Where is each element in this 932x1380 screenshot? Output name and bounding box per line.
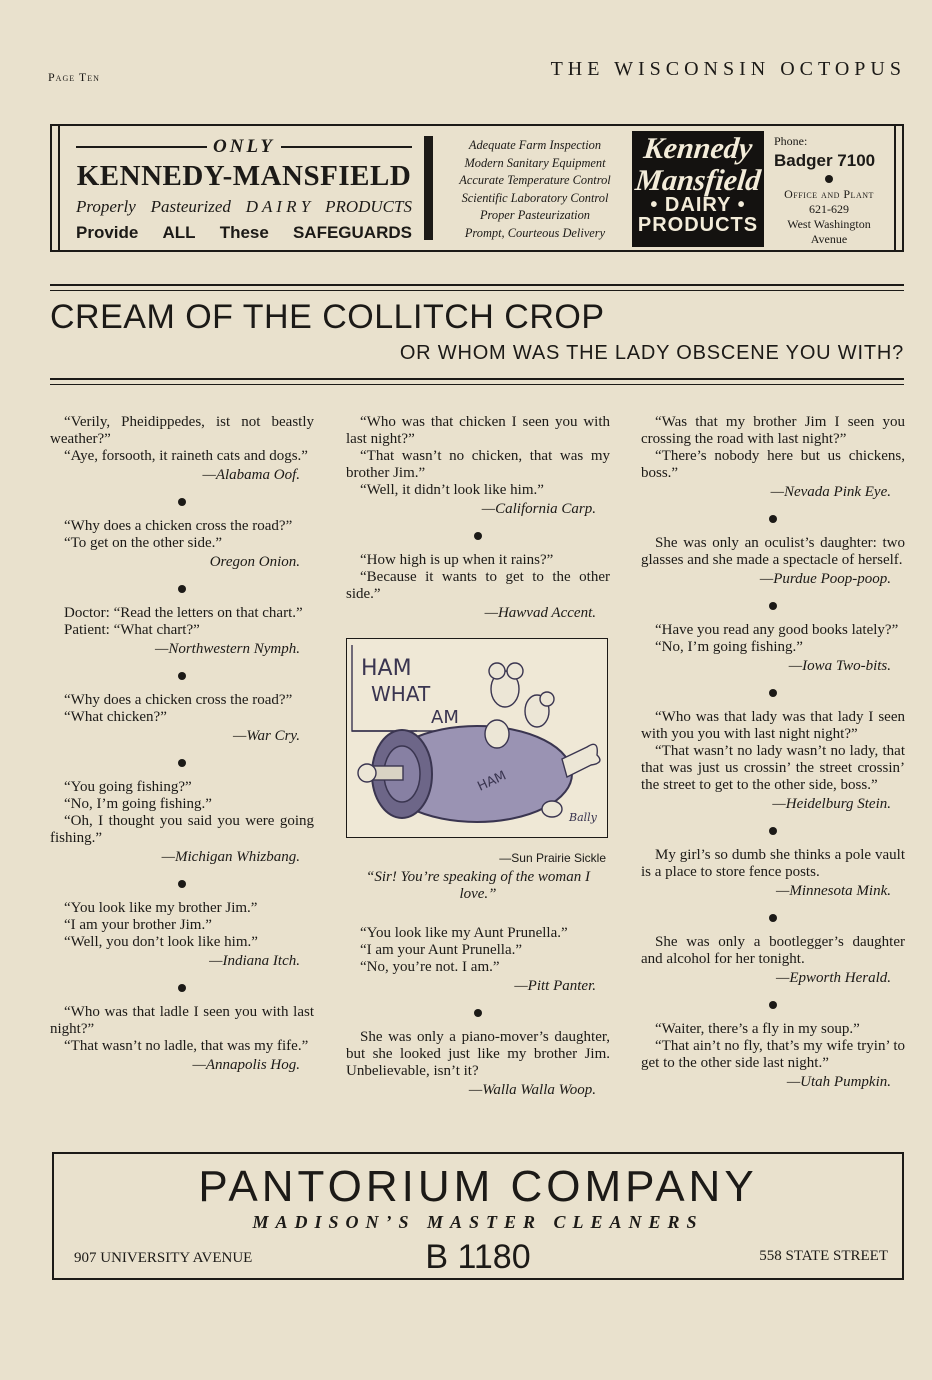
bullet-dot xyxy=(769,515,777,523)
joke-line: “That wasn’t no lady wasn’t no lady, that that was just us crossin’ the street crossin’ the street to get to the other side, boss.” xyxy=(641,743,905,793)
joke-line: Patient: “What chart?” xyxy=(64,622,200,638)
joke-item xyxy=(50,692,314,745)
bullet-dot xyxy=(769,827,777,835)
ad-divider-bar xyxy=(424,136,433,240)
safeguard-item: Adequate Farm Inspection xyxy=(468,138,602,152)
joke-source: —Northwestern Nymph. xyxy=(154,641,300,657)
joke-line: “I am your Aunt Prunella.” xyxy=(360,942,523,958)
joke-line: “How high is up when it rains?” xyxy=(360,552,554,568)
dairy-contact xyxy=(774,134,884,247)
joke-item xyxy=(50,414,314,484)
bullet-dot xyxy=(769,1001,777,1009)
column-left xyxy=(50,414,314,1074)
pantorium-tagline: MADISON’S MASTER CLEANERS xyxy=(252,1212,704,1232)
joke-source: —Pitt Panter. xyxy=(514,978,596,994)
joke-line: “What chicken?” xyxy=(64,709,167,725)
joke-item xyxy=(641,709,905,813)
bullet-dot xyxy=(474,1009,482,1017)
logo-script-line: Mansfield xyxy=(633,164,763,197)
joke-line: “Was that my brother Jim I seen you crossing the road with last night?” xyxy=(641,414,905,447)
joke-source: —Nevada Pink Eye. xyxy=(770,484,891,500)
joke-source: —Hawvad Accent. xyxy=(484,605,596,621)
ham-figure xyxy=(358,726,600,822)
joke-line: “There’s nobody here but us chickens, boss.” xyxy=(641,448,905,481)
joke-line: My girl’s so dumb she thinks a pole vault is a place to store fence posts. xyxy=(641,847,905,880)
joke-item xyxy=(346,414,610,518)
dairy-phone: Badger 7100 xyxy=(774,151,876,170)
safeguard-item: Prompt, Courteous Delivery xyxy=(464,225,606,240)
logo-script-line: Kennedy xyxy=(642,132,754,165)
dairy-ad-slogan xyxy=(76,136,412,243)
bullet-dot xyxy=(178,880,186,888)
joke-source: —War Cry. xyxy=(233,728,300,744)
safeguard-item: Modern Sanitary Equipment xyxy=(464,155,606,170)
joke-line: “Aye, forsooth, it raineth cats and dogs.” xyxy=(64,448,308,464)
logo-products-line: PRODUCTS xyxy=(637,214,759,236)
bullet-dot xyxy=(178,984,186,992)
joke-line: “Who was that chicken I seen you with last night?” xyxy=(346,414,610,447)
joke-line: “Why does a chicken cross the road?” xyxy=(64,692,293,708)
joke-source: —California Carp. xyxy=(481,501,596,517)
joke-source: —Minnesota Mink. xyxy=(776,883,891,899)
pantorium-name: PANTORIUM COMPANY xyxy=(198,1162,758,1211)
joke-line: “Well, you don’t look like him.” xyxy=(64,934,258,950)
joke-item xyxy=(641,1021,905,1091)
joke-item xyxy=(641,535,905,588)
joke-line: “Why does a chicken cross the road?” xyxy=(64,518,293,534)
joke-source: —Utah Pumpkin. xyxy=(786,1074,891,1090)
joke-source: —Alabama Oof. xyxy=(202,467,300,483)
joke-source: —Iowa Two-bits. xyxy=(788,658,891,674)
safeguards-list xyxy=(444,137,626,242)
ad-border-right xyxy=(894,126,896,250)
bullet-dot xyxy=(178,498,186,506)
phone-label: Phone: xyxy=(774,134,808,148)
joke-line: “Because it wants to get to the other side.” xyxy=(346,569,610,602)
joke-source: —Indiana Itch. xyxy=(209,953,300,969)
dairy-advertisement xyxy=(50,124,904,252)
sign-text-what: WHAT xyxy=(371,682,431,706)
dairy-provide-line xyxy=(76,223,412,243)
rule-top xyxy=(50,284,904,291)
tagline-word: PRODUCTS xyxy=(325,197,412,216)
joke-line: Doctor: “Read the letters on that chart.” xyxy=(64,605,303,621)
pantorium-advertisement xyxy=(52,1152,904,1280)
joke-item xyxy=(50,779,314,866)
joke-item xyxy=(641,934,905,987)
cartoon-caption: “Sir! You’re speaking of the woman I love.” xyxy=(366,869,590,902)
provide-word: ALL xyxy=(162,223,196,242)
rule-bottom xyxy=(50,378,904,385)
joke-line: “You look like my Aunt Prunella.” xyxy=(360,925,568,941)
cartoon-credit: —Sun Prairie Sickle xyxy=(499,851,606,865)
joke-line: “You look like my brother Jim.” xyxy=(64,900,258,916)
tagline-word: D A I R Y xyxy=(245,197,311,216)
bullet-dot xyxy=(178,585,186,593)
bullet-dot xyxy=(178,759,186,767)
page-number: Page Ten xyxy=(48,70,100,84)
joke-item xyxy=(346,925,610,995)
joke-line: She was only an oculist’s daughter: two glasses and she made a spectacle of herself. xyxy=(641,535,905,568)
pantorium-phone: B 1180 xyxy=(425,1238,531,1276)
tagline-word: Properly xyxy=(76,197,136,216)
joke-line: “Oh, I thought you said you were going fishing.” xyxy=(50,813,314,846)
bullet-dot xyxy=(474,532,482,540)
pantorium-address-right: 558 STATE STREET xyxy=(759,1248,888,1264)
joke-line: “Verily, Pheidippedes, ist not beastly weather?” xyxy=(50,414,314,447)
joke-item xyxy=(50,605,314,658)
dairy-tagline xyxy=(76,197,412,217)
joke-line: “No, you’re not. I am.” xyxy=(360,959,500,975)
joke-item xyxy=(50,518,314,571)
artist-signature: Bally xyxy=(569,811,597,824)
ad-border-left xyxy=(58,126,60,250)
joke-item xyxy=(641,622,905,675)
dairy-logo xyxy=(632,131,764,247)
joke-source: —Michigan Whizbang. xyxy=(161,849,300,865)
only-label: ONLY xyxy=(213,136,275,157)
joke-item xyxy=(50,1004,314,1074)
bullet-dot xyxy=(769,602,777,610)
magazine-title: THE WISCONSIN OCTOPUS xyxy=(550,58,906,80)
article-title: CREAM OF THE COLLITCH CROP xyxy=(50,298,605,336)
joke-item xyxy=(50,900,314,970)
joke-item xyxy=(346,552,610,622)
sign-text-ham: HAM xyxy=(361,656,412,681)
joke-line: “That ain’t no fly, that’s my wife tryin’ to get to the other side last night.” xyxy=(641,1038,905,1071)
office-label: Office and Plant xyxy=(784,187,874,201)
joke-source: —Purdue Poop-poop. xyxy=(759,571,891,587)
ham-label: HAM xyxy=(475,768,509,795)
joke-source: —Annapolis Hog. xyxy=(192,1057,300,1073)
joke-line: “Have you read any good books lately?” xyxy=(655,622,899,638)
joke-line: She was only a piano-mover’s daughter, but she looked just like my brother Jim. Unbelievable, isn’t it? xyxy=(346,1029,610,1079)
logo-dairy-line: • DAIRY • xyxy=(650,194,746,216)
column-right xyxy=(641,414,905,1091)
joke-line: “I am your brother Jim.” xyxy=(64,917,212,933)
office-street-suffix: Avenue xyxy=(810,232,848,246)
cartoon-ham-what-am xyxy=(346,638,608,838)
joke-source: Oregon Onion. xyxy=(209,554,300,570)
provide-word: SAFEGUARDS xyxy=(292,223,412,242)
provide-word: These xyxy=(219,223,269,242)
joke-source: —Walla Walla Woop. xyxy=(468,1082,596,1098)
joke-line: “That wasn’t no ladle, that was my fife.” xyxy=(64,1038,309,1054)
joke-line: “Waiter, there’s a fly in my soup.” xyxy=(655,1021,860,1037)
sign-text-am: AM xyxy=(431,707,459,728)
provide-word: Provide xyxy=(76,223,139,242)
joke-line: “That wasn’t no chicken, that was my brother Jim.” xyxy=(346,448,610,481)
joke-line: “Well, it didn’t look like him.” xyxy=(360,482,544,498)
bullet-dot xyxy=(825,175,833,183)
bullet-dot xyxy=(769,689,777,697)
joke-line: “No, I’m going fishing.” xyxy=(655,639,803,655)
tagline-word: Pasteurized xyxy=(150,197,231,216)
joke-line: “Who was that ladle I seen you with last night?” xyxy=(50,1004,314,1037)
office-street: West Washington xyxy=(787,217,871,231)
article-subtitle: OR WHOM WAS THE LADY OBSCENE YOU WITH? xyxy=(399,342,904,364)
joke-item xyxy=(641,414,905,501)
cartoon-drawing xyxy=(347,639,607,837)
safeguard-item: Scientific Laboratory Control xyxy=(461,190,609,205)
joke-source: —Heidelburg Stein. xyxy=(772,796,891,812)
column-middle xyxy=(346,414,610,1099)
bullet-dot xyxy=(178,672,186,680)
safeguard-item: Proper Pasteurization xyxy=(479,208,591,222)
pantorium-address-left: 907 UNIVERSITY AVENUE xyxy=(74,1250,253,1266)
joke-line: She was only a bootlegger’s daughter and alcohol for her tonight. xyxy=(641,934,905,967)
joke-line: “No, I’m going fishing.” xyxy=(64,796,212,812)
joke-line: “You going fishing?” xyxy=(64,779,192,795)
safeguard-item: Accurate Temperature Control xyxy=(459,173,611,187)
bullet-dot xyxy=(769,914,777,922)
office-number: 621-629 xyxy=(809,202,849,216)
joke-line: “Who was that lady was that lady I seen with you you with last night night?” xyxy=(641,709,905,742)
joke-line: “To get on the other side.” xyxy=(64,535,223,551)
dairy-company-name: KENNEDY-MANSFIELD xyxy=(76,160,412,192)
joke-item xyxy=(641,847,905,900)
joke-source: —Epworth Herald. xyxy=(775,970,891,986)
joke-item xyxy=(346,1029,610,1099)
